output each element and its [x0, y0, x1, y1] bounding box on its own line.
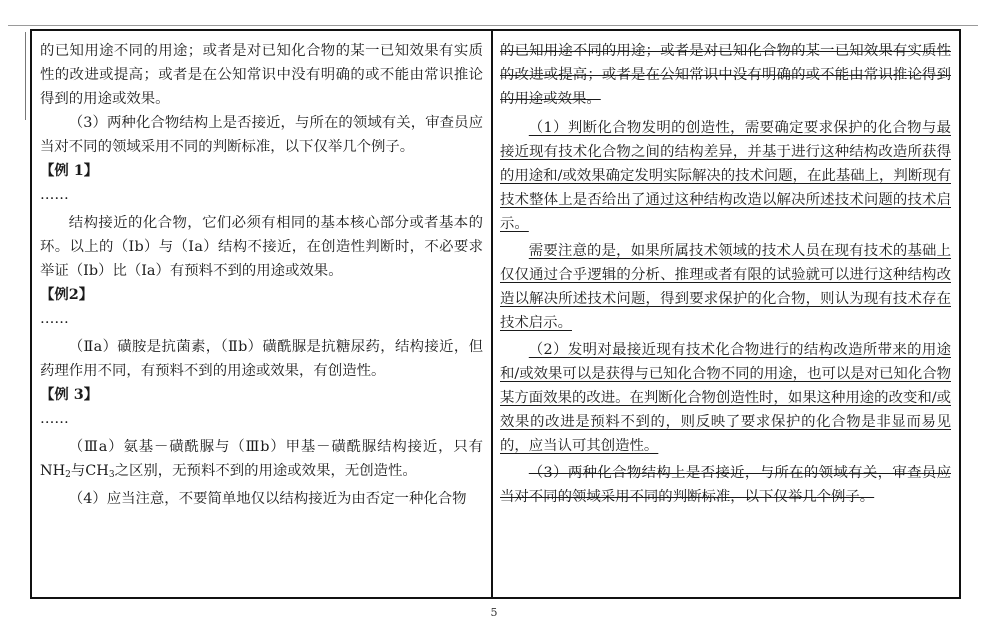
formula-ch3: $CH_3$	[85, 463, 115, 480]
example-1-ellipsis: ……	[40, 187, 69, 203]
example-1-heading: 【例 1】	[40, 162, 99, 179]
example-3-heading: 【例 3】	[40, 386, 99, 403]
right-deleted-paragraph-2: （3）两种化合物结构上是否接近，与所在的领域有关，审查员应当对不同的领域采用不同的判断标准，以下仅举几个例子。	[500, 465, 951, 505]
example-3-ellipsis: ……	[40, 411, 69, 427]
original-text-column	[32, 31, 493, 597]
left-paragraph-4: （Ⅱa）磺胺是抗菌素，（Ⅱb）磺酰脲是抗糖尿药，结构接近，但药理作用不同，有预料不到的用途或效果，有创造性。	[40, 339, 483, 379]
example-2-heading: 【例2】	[40, 286, 94, 303]
right-deleted-paragraph-1: 的已知用途不同的用途；或者是对已知化合物的某一已知效果有实质性的改进或提高；或者是在公知常识中没有明确的或不能由常识推论得到的用途或效果。	[500, 43, 951, 107]
revised-text-column	[493, 31, 959, 597]
left-paragraph-5-text-a: （Ⅲa）氨基－磺酰脲与（Ⅲb）甲基－磺酰脲结构接近，只有	[68, 439, 483, 455]
left-paragraph-1: 的已知用途不同的用途；或者是对已知化合物的某一已知效果有实质性的改进或提高；或者是在公知常识中没有明确的或不能由常识推论得到的用途或效果。	[40, 43, 483, 107]
left-paragraph-2: （3）两种化合物结构上是否接近，与所在的领域有关，审查员应当对不同的领域采用不同的判断标准，以下仅举几个例子。	[40, 115, 483, 155]
formula-nh2: $NH_2$	[40, 463, 71, 480]
page-top-rule	[8, 25, 978, 26]
revision-margin-bar	[25, 32, 26, 120]
left-paragraph-3: 结构接近的化合物，它们必须有相同的基本核心部分或者基本的环。以上的（Ⅰb）与（Ⅰa）结构不接近，在创造性判断时，不必要求举证（Ib）比（Ia）有预料不到的用途或效果。	[40, 215, 483, 279]
right-inserted-paragraph-1: （1）判断化合物发明的创造性，需要确定要求保护的化合物与最接近现有技术化合物之间的结构差异，并基于进行这种结构改造所获得的用途和/或效果确定发明实际解决的技术问题，在此基础上，判断现有技术整体上是否给出了通过这种结构改造以解决所述技术问题的技术启示。	[500, 120, 951, 232]
left-paragraph-5-text-b: 之区别，无预料不到的用途或效果，无创造性。	[114, 463, 417, 479]
example-2-ellipsis: ……	[40, 311, 69, 327]
comparison-table	[30, 29, 961, 599]
left-paragraph-6: （4）应当注意，不要简单地仅以结构接近为由否定一种化合物	[68, 491, 467, 507]
right-inserted-paragraph-3: （2）发明对最接近现有技术化合物进行的结构改造所带来的用途和/或效果可以是获得与已知化合物不同的用途，也可以是对已知化合物某方面效果的改进。在判断化合物创造性时，如果这种用途的改变和/或效果的改进是预料不到的，则反映了要求保护的化合物是非显而易见的，应当认可其创造性。	[500, 342, 951, 454]
left-paragraph-5: （Ⅲa）氨基－磺酰脲与（Ⅲb）甲基－磺酰脲结构接近，只有$NH_2$与$CH_3$之区别，无预料不到的用途或效果，无创造性。	[40, 439, 483, 480]
right-inserted-paragraph-2: 需要注意的是，如果所属技术领域的技术人员在现有技术的基础上仅仅通过合乎逻辑的分析、推理或者有限的试验就可以进行这种结构改造以解决所述技术问题，得到要求保护的化合物，则认为现有技术存在技术启示。	[500, 243, 951, 331]
page-number: 5	[490, 606, 498, 619]
